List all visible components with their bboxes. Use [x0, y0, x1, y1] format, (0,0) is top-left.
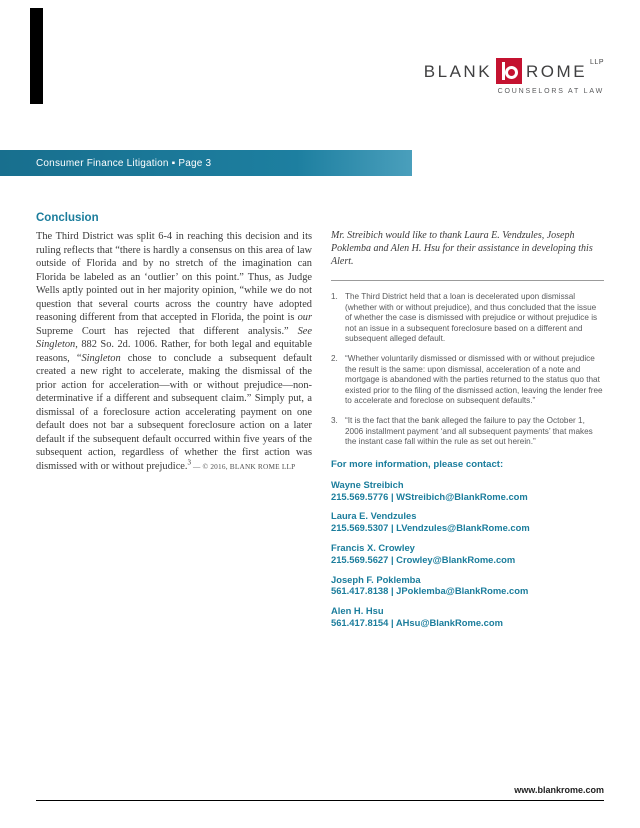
conclusion-paragraph [36, 230, 312, 473]
logo-square-icon [496, 58, 522, 84]
logo-tagline: COUNSELORS AT LAW [497, 88, 604, 95]
content-columns [36, 212, 604, 637]
contact-entry [331, 574, 604, 598]
copyright-notice: — © 2016, BLANK ROME LLP [191, 461, 296, 471]
section-banner-text: Consumer Finance Litigation ▪ Page 3 [36, 157, 212, 169]
contact-phone-email[interactable]: 215.569.5776 | WStreibich@BlankRome.com [331, 490, 528, 502]
blank-rome-logo [424, 58, 604, 95]
contact-entry [331, 542, 604, 566]
paragraph-segment: Supreme Court has rejected that different analysis.” [36, 325, 298, 337]
logo-word-rome: ROME [526, 61, 588, 81]
contact-entry [331, 510, 604, 534]
case-citation-italic: See Singleton [36, 325, 312, 350]
website-url[interactable]: www.blankrome.com [514, 785, 604, 795]
footnote-text: “It is the fact that the bank alleged the failure to pay the October 1, 2006 installment payment ‘and all subsequent payments’ that makes the instant case fall within the rule as set out herein.” [345, 415, 593, 447]
contact-name: Alen H. Hsu [331, 605, 384, 617]
footnote-3 [331, 416, 604, 448]
right-column [331, 212, 604, 637]
footnote-text: “Whether voluntarily dismissed or dismissed with or without prejudice the result is the same: upon dismissal, acceleration of a note and mortgage is abandoned with the parties returned to the status quo that existed prior to the filing of the dismissed action, leaving the lender free to accelerate and foreclose on subsequent defaults.” [345, 353, 603, 406]
footer-rule [36, 800, 604, 801]
conclusion-heading: Conclusion [36, 212, 99, 224]
logo-row [424, 58, 604, 84]
footnote-divider [331, 280, 604, 281]
paragraph-segment: , 882 So. 2d. 1006. Rather, for both legal and equitable reasons, “ [36, 339, 312, 364]
logo-llp-suffix: LLP [590, 59, 604, 66]
contact-name: Wayne Streibich [331, 478, 404, 490]
footnote-number: 3. [331, 415, 338, 425]
contact-entry [331, 605, 604, 629]
case-name-italic: Singleton [81, 352, 121, 364]
footnote-number: 2. [331, 353, 338, 363]
contact-name: Laura E. Vendzules [331, 510, 417, 522]
contact-heading: For more information, please contact: [331, 458, 504, 470]
footnote-1 [331, 292, 604, 345]
contact-phone-email[interactable]: 215.569.5627 | Crowley@BlankRome.com [331, 553, 516, 565]
contact-name: Francis X. Crowley [331, 541, 415, 553]
paragraph-segment: The Third District was split 6-4 in reaching this decision and its ruling reflects that “there is hardly a consensus on this area of law outside of Florida and by no stretch of the imagination can Florida be labeled as an ‘outlier’ on this point.” Thus, as Judge Wells aptly pointed out in her majority opinion, “while we do not question that several courts across the country have adopted reasoning different from that accepted in Florida, the point is [36, 231, 312, 323]
acknowledgement-paragraph: Mr. Streibich would like to thank Laura E. Vendzules, Joseph Poklemba and Alen H. Hsu for their assistance in developing this Alert. [331, 230, 593, 267]
footnote-number: 1. [331, 292, 338, 301]
left-column [36, 212, 312, 637]
contact-name: Joseph F. Poklemba [331, 573, 421, 585]
footnote-2 [331, 354, 604, 407]
contact-entry [331, 479, 604, 503]
corner-registration-bar [30, 8, 43, 104]
footnote-reference: 3 [187, 458, 192, 467]
contact-phone-email[interactable]: 561.417.8138 | JPoklemba@BlankRome.com [331, 585, 529, 597]
contact-phone-email[interactable]: 215.569.5307 | LVendzules@BlankRome.com [331, 522, 530, 534]
contact-phone-email[interactable]: 561.417.8154 | AHsu@BlankRome.com [331, 616, 503, 628]
footnote-text: The Third District held that a loan is decelerated upon dismissal (whether with or without prejudice), and thus concluded that the issue of whether the case is dismissed with prejudice or without prejudice is not an issue in a subsequent foreclosure based on a different and subsequent alleged default. [345, 292, 598, 344]
logo-word-blank: BLANK [423, 61, 493, 81]
paragraph-segment: chose to conclude a subsequent default created a new right to accelerate, making the dismissal of the prior action for acceleration—with or without prejudice—non-determinative if a different and subsequent claim.” Simply put, a dismissal of a foreclosure action accelerating payment on one default does not bar a subsequent foreclosure action on a later default if the subsequent default occurred within five years of the subsequent action, regardless of whether the first action was dismissed with or without prejudice. [36, 352, 312, 472]
section-banner [0, 150, 412, 176]
paragraph-segment-italic: our [297, 312, 312, 323]
